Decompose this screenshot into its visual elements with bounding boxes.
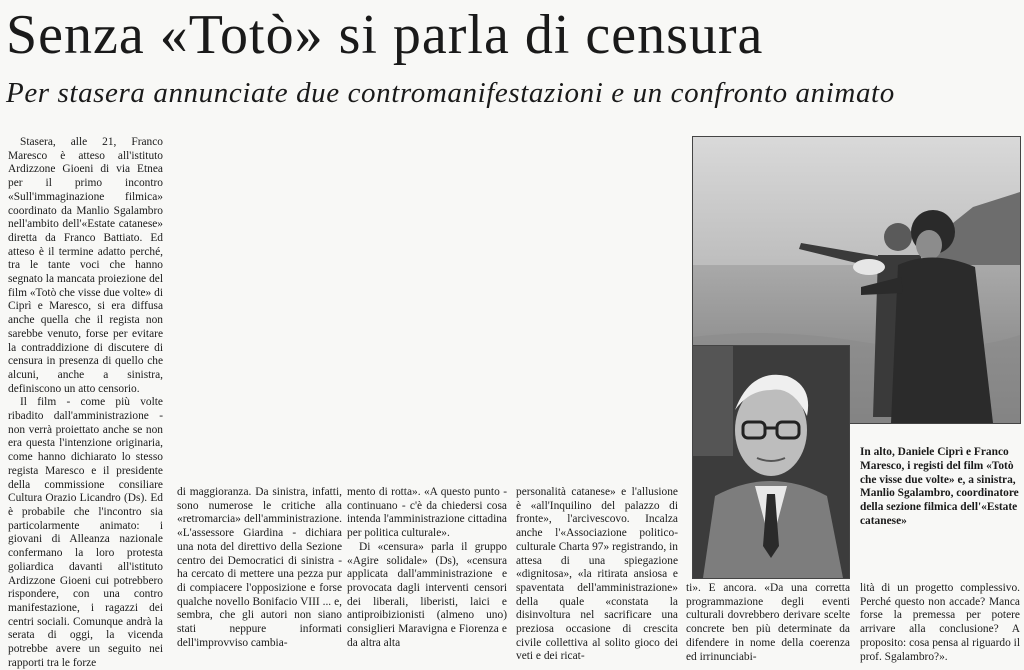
article-column-5 [686, 582, 850, 664]
paragraph: personalità catanese» e l'allusione è «all'Inquilino del palazzo di fronte», l'arcivescovo. Incalza anche l'«Associazione politico-culturale Charta 97» registrando, in attesa di una spiegazione «dignitosa», «la ritirata ansiosa e spaventata dell'amministrazione» della quale «constata la disinvoltura nel sacrificare una preziosa occasione di crescita civile collettiva al solito gioco dei veti e dei ricat- [516, 486, 678, 663]
headline: Senza «Totò» si parla di censura [6, 4, 764, 66]
article-column-2 [177, 486, 342, 650]
older-man-glasses-image [693, 346, 849, 578]
paragraph: di maggioranza. Da sinistra, infatti, sono numerose le critiche alla «retromarcia» dell'amministrazione. «L'assessore Giardina - dichiara una nota del direttivo della Sezione centro dei Democratici di sinistra - ha cercato di mettere una pezza pur di compiacere l'opposizione e forse qualche novello Bonifacio VIII ... e, sembra, che gli autori non siano stati neppure informati dell'improvviso cambia- [177, 486, 342, 649]
article-column-1 [8, 136, 163, 670]
paragraph: lità di un progetto complessivo. Perché questo non accade? Manca forse la premessa per potere arrivare alla conclusione? A proposito: cosa pensa al riguardo il prof. Sgalambro?». [860, 582, 1020, 663]
article-column-6 [860, 582, 1020, 664]
paragraph: Di «censura» parla il gruppo «Agire solidale» (Ds), «censura applicata dall'amministrazione e provocata dagli interventi censori dei liberali, liberisti, laici e antiproibizionisti (almeno uno) consiglieri Maravigna e Fiorenza e da altra alta [347, 540, 507, 649]
paragraph: Stasera, alle 21, Franco Maresco è atteso all'istituto Ardizzone Gioeni di via Etnea per il primo incontro «Sull'immaginazione filmica» coordinato da Manlio Sgalambro nell'ambito dell'«Estate catanese» diretta da Franco Battiato. Ed atteso è il termine adatto perché, tra le tante voci che hanno segnato la mancata proiezione del film «Totò che visse due volte» di Ciprì e Maresco, si era diffusa anche quella che il regista non sarebbe venuto, forse per evitare la contraddizione di discutere di censura in presenza di quello che alcuni, anche a sinistra, definiscono un atto censorio. [8, 136, 163, 395]
article-column-3 [347, 486, 507, 650]
paragraph: mento di rotta». «A questo punto - continuano - c'è da chiedersi cosa intenda l'amministrazione cittadina per politica culturale». [347, 486, 507, 540]
article-column-4 [516, 486, 678, 664]
paragraph: ti». E ancora. «Da una corretta programmazione degli eventi culturali dovrebbero derivare scelte concrete ben più determinate da difendere in nome della coerenza ed irrinunciabi- [686, 582, 850, 663]
photo-caption: In alto, Daniele Ciprì e Franco Maresco, i registi del film «Totò che visse due volte» e, a sinistra, Manlio Sgalambro, coordinatore della sezione filmica dell'«Estate catanese» [860, 446, 1019, 527]
subheadline: Per stasera annunciate due contromanifestazioni e un confronto animato [6, 77, 895, 109]
older-man-glasses-photo [692, 345, 850, 579]
paragraph: Il film - come più volte ribadito dall'amministrazione - non verrà proiettato anche se non era questa l'intenzione originaria, come hanno dichiarato lo stesso regista Maresco e il presidente della commissione consiliare Cultura Orazio Licandro (Ds). Ed è probabile che l'incontro sia particolarmente animato: i giovani di Alleanza nazionale confermano la loro protesta goliardica davanti all'istituto Ardizzone Gioeni cui potrebbero rispondere, con una contro manifestazione, i ragazzi dei centri sociali. Comunque andrà la serata di oggi, la vicenda potrebbe avere un seguito nei rapporti tra le forze [8, 396, 163, 669]
